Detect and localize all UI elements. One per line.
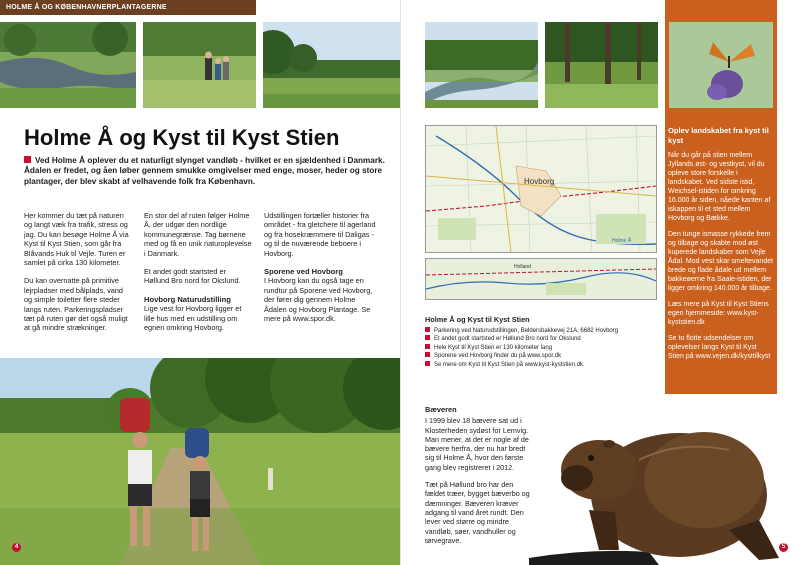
lead-text: Ved Holme Å oplever du et naturligt slynget vandløb - hvilket er en sjældenhed i Danmark. Ådalen er fredet, og åen løber gennem smukke omgivelser med enge, moser, heder og store plantager, der blev skabt af velhavende folk fra København. (24, 156, 385, 186)
sidebar-paragraph: Læs mere på Kyst til Kyst Stiens egen hjemmeside: www.kyst-kyststien.dk (668, 301, 769, 327)
beaver-paragraph: I 1999 blev 18 bævere sat ud i Klosterheden sydøst for Lemvig. Man mener, at det er nogle af de bævere herfra, der nu har bredt sig til Holme Å, hvor den første gang blev registreret i 2012. (425, 416, 529, 472)
hikers-trail-photo (0, 358, 400, 565)
legend-square-icon (425, 335, 430, 340)
section-header-bar: HOLME Å OG KØBENHAVNERPLANTAGERNE (0, 0, 256, 15)
river-photo (0, 22, 136, 108)
sidebar-paragraph: Se to flotte udsendelser om oplevelser langs Kyst til Kyst Stien på www.vejen.dk/kysttilkyst (668, 335, 771, 361)
hikers-meadow-photo (143, 22, 256, 108)
map-river-label: Holme Å (612, 238, 632, 244)
subheading: Hovborg Naturudstilling (144, 294, 231, 304)
paragraph: I Hovborg kan du også tage en rundtur på Sporene ved Hovborg, der fører dig gennem Holme Ådalen og Hovborg Plantage. Se mere på www.spor.dk. (264, 276, 373, 324)
legend-title: Holme Å og Kyst til Kyst Stien (425, 315, 530, 324)
legend-square-icon (425, 361, 430, 366)
legend-square-icon (425, 352, 430, 357)
article-lead (24, 156, 392, 187)
butterfly-photo (669, 22, 773, 108)
sidebar-paragraph: Den tunge ismasse rykkede frem og tilbage og skabte mod øst kuperede landskaber som Vejle Ådal. Mod vest skar smeltevandet brede og flade ådale ud mellem bakkeøerne fra Saale-istiden, der ligger omkring 140.000 år tilbage. (668, 231, 774, 293)
legend-text: Se mere om Kyst til Kyst Stien på www.kyst-kyststien.dk (434, 361, 584, 368)
route-map-hovborg (425, 125, 657, 253)
legend-text: Sporene ved Hovborg finder du på www.spor.dk (434, 353, 562, 360)
beaver-paragraph: Tæt på Høllund bro har den fældet træer, bygget bæverbo og dæmninger. Bæveren kræver adgang til vand året rundt. Den lever ved større og mindre vandløb, søer, vandhuller og tørvegrave. (425, 480, 530, 545)
beaver-image (529, 400, 791, 565)
stream-photo (425, 22, 538, 108)
legend-item (425, 344, 655, 353)
legend-item (425, 361, 655, 370)
forest-photo (545, 22, 658, 108)
text-column-3 (264, 211, 378, 332)
legend-item (425, 327, 655, 336)
bullet-square-icon (24, 156, 31, 163)
beaver-article (425, 405, 535, 553)
legend-text: Hele Kyst til Kyst Stien er 130 kilometer lang (434, 344, 553, 351)
paragraph: Lige vest for Hovborg ligger et lille hus med en udstilling om egnen omkring Hovborg. (144, 304, 242, 333)
legend-square-icon (425, 327, 430, 332)
paragraph: Et andet godt startsted er Høllund Bro nord for Okslund. (144, 267, 241, 286)
text-column-2 (144, 211, 252, 341)
legend-text: Parkering ved Naturudstillingen, Beldersbakkevej 21A, 6682 Hovborg (434, 327, 619, 334)
subheading: Sporene ved Hovborg (264, 267, 343, 277)
sidebar-text (668, 126, 774, 368)
text-column-1 (24, 211, 132, 342)
legend-text: Et andet godt startsted er Høllund Bro nord for Okslund (434, 336, 581, 343)
paragraph: Du kan overnatte på primitive lejrpladser med bålplads, vand og simple toiletter flere steder langs ruten. Parkeringspladser tæt på ruten gør det også muligt at gå mindre strækninger. (24, 276, 128, 333)
paragraph: Her kommer du tæt på naturen og langt væk fra trafik, stress og jag. Du kan besøge Holme Å via Kyst til Kyst Stien, som går fra Blåvands Huk til Vejle. Turen er samlet på cirka 130 kilometer. (24, 211, 129, 268)
legend-item (425, 352, 655, 361)
sidebar-paragraph: Når du går på stien mellem Jyllands øst- og vestkyst, vil du opleve store forskelle i landskabet. Ved sidste istid, Weichsel-istiden for omkring 16.000 år siden, nåede kanten af iskappen til et sted mellem Hovborg og Bække. (668, 152, 771, 223)
right-page (400, 0, 800, 565)
article-title: Holme Å og Kyst til Kyst Stien (24, 125, 340, 150)
map-strip-label: Holland (514, 264, 531, 270)
page-number-left: 4 (12, 543, 21, 552)
legend-item (425, 335, 655, 344)
route-map-strip (425, 258, 657, 300)
page-number-right: 5 (779, 543, 788, 552)
paragraph: Udstillingen fortæller historier fra området - fra gletchere til agerland og fra hosekræmmere til Daligas - og til de nuværende beboere i Hovborg. (264, 211, 376, 258)
sidebar-title: Oplev landskabet fra kyst til kyst (668, 126, 769, 145)
paragraph: En stor del af ruten følger Holme Å, der udgør den nordlige kommunegrænse. Tag børnene med og få en unik naturoplevelse i Danmark. (144, 211, 252, 258)
beaver-title: Bæveren (425, 405, 457, 414)
map-town-label: Hovborg (524, 177, 555, 186)
legend-square-icon (425, 344, 430, 349)
landscape-photo (263, 22, 400, 108)
map-legend (425, 316, 655, 370)
